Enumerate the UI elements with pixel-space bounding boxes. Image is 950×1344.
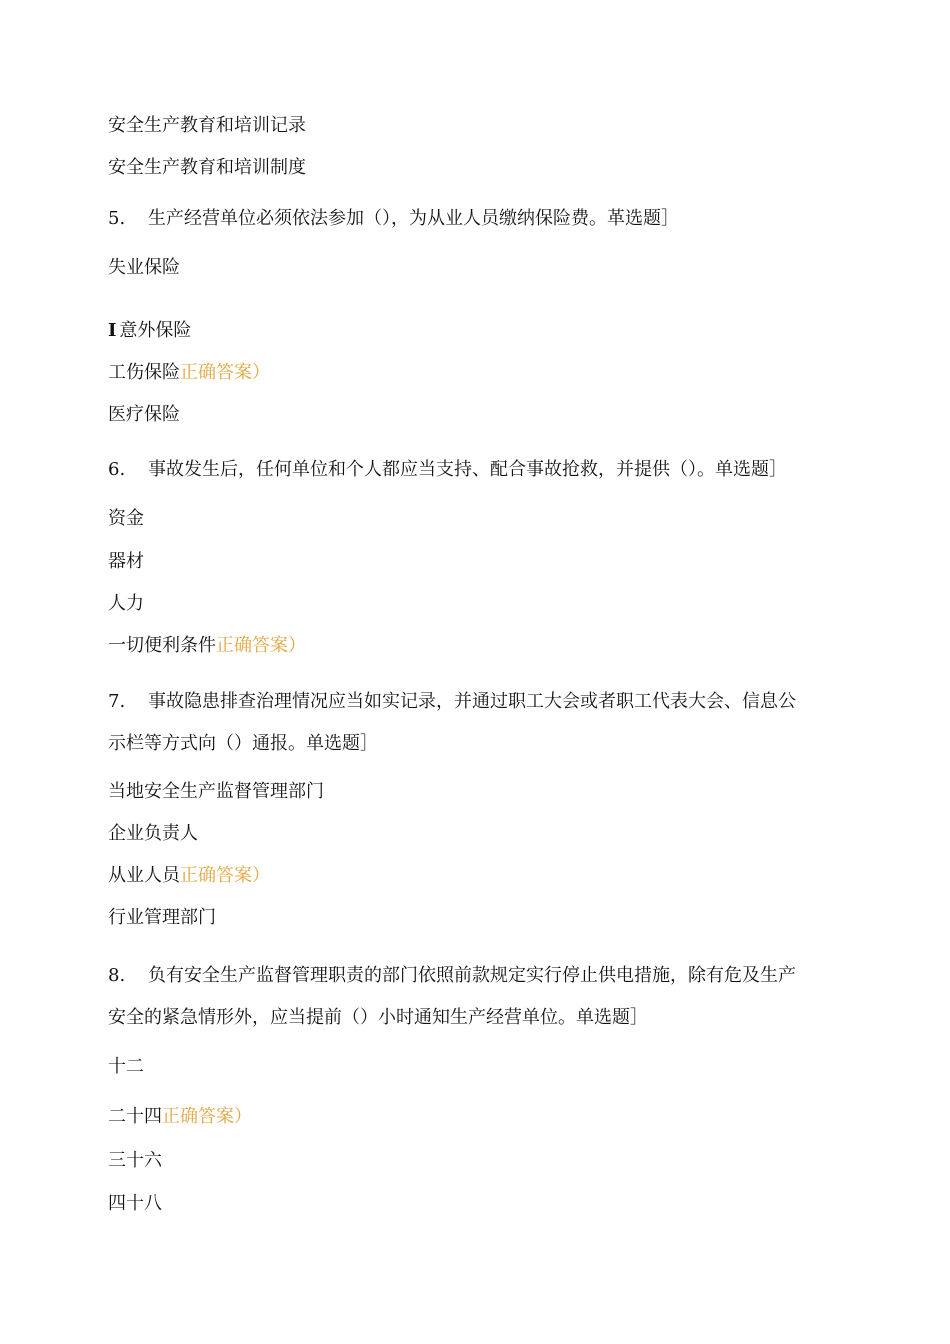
option-text: 安全生产教育和培训制度	[108, 157, 306, 178]
question-text: 示栏等方式向（）通报。单选题］	[108, 733, 378, 754]
question-text: 生产经营单位必须依法参加（），为从业人员缴纳保险费。革选题］	[148, 208, 679, 229]
correct-answer-tag: 正确答案）	[216, 635, 306, 656]
option-text: 三十六	[108, 1150, 162, 1171]
option-text: 工伤保险	[108, 362, 180, 383]
question-7	[108, 690, 796, 714]
option-text: 当地安全生产监督管理部门	[108, 781, 324, 802]
option-text: 医疗保险	[108, 404, 180, 425]
q8-option-4	[108, 1192, 162, 1216]
correct-answer-tag: 正确答案）	[180, 865, 270, 886]
correct-answer-tag: 正确答案）	[180, 362, 270, 383]
option-text: 意外保险	[119, 320, 192, 341]
question-text: 事故隐患排查治理情况应当如实记录，并通过职工大会或者职工代表大会、信息公	[148, 691, 796, 712]
question-number: 8.	[108, 965, 126, 986]
q7-option-2	[108, 822, 198, 846]
question-number: 6.	[108, 459, 126, 480]
option-prev-2	[108, 156, 306, 180]
q7-option-1	[108, 780, 324, 804]
q6-option-2	[108, 550, 144, 574]
option-text: 人力	[108, 593, 144, 614]
q5-option-1	[108, 256, 180, 280]
option-text: 二十四	[108, 1106, 162, 1127]
q5-option-3	[108, 361, 270, 385]
option-text: 失业保险	[108, 257, 180, 278]
q8-option-1	[108, 1055, 144, 1079]
q5-option-2	[108, 319, 191, 343]
q8-option-3	[108, 1149, 162, 1173]
q7-option-3	[108, 864, 270, 888]
option-text: 一切便利条件	[108, 635, 216, 656]
option-text: 十二	[108, 1056, 144, 1077]
option-text: 行业管理部门	[108, 907, 216, 928]
question-8	[108, 964, 796, 988]
question-text: 负有安全生产监督管理职责的部门依照前款规定实行停止供电措施，除有危及生产	[148, 965, 796, 986]
correct-answer-tag: 正确答案）	[162, 1106, 252, 1127]
option-prev-1	[108, 114, 306, 138]
cursor-bar-mark: I	[108, 320, 117, 341]
option-text: 资金	[108, 508, 144, 529]
option-text: 四十八	[108, 1193, 162, 1214]
q7-option-4	[108, 906, 216, 930]
question-text: 安全的紧急情形外，应当提前（）小时通知生产经营单位。单选题］	[108, 1007, 648, 1028]
q6-option-4	[108, 634, 306, 658]
q6-option-3	[108, 592, 144, 616]
question-7-continued	[108, 732, 378, 756]
q8-option-2	[108, 1105, 252, 1129]
question-number: 7.	[108, 691, 126, 712]
question-text: 事故发生后，任何单位和个人都应当支持、配合事故抢救，并提供（）。单选题］	[148, 459, 787, 480]
option-text: 从业人员	[108, 865, 180, 886]
option-text: 企业负责人	[108, 823, 198, 844]
option-text: 器材	[108, 551, 144, 572]
q5-option-4	[108, 403, 180, 427]
question-8-continued	[108, 1006, 648, 1030]
q6-option-1	[108, 507, 144, 531]
question-5	[108, 207, 679, 231]
question-6	[108, 458, 787, 482]
question-number: 5.	[108, 208, 126, 229]
option-text: 安全生产教育和培训记录	[108, 115, 306, 136]
